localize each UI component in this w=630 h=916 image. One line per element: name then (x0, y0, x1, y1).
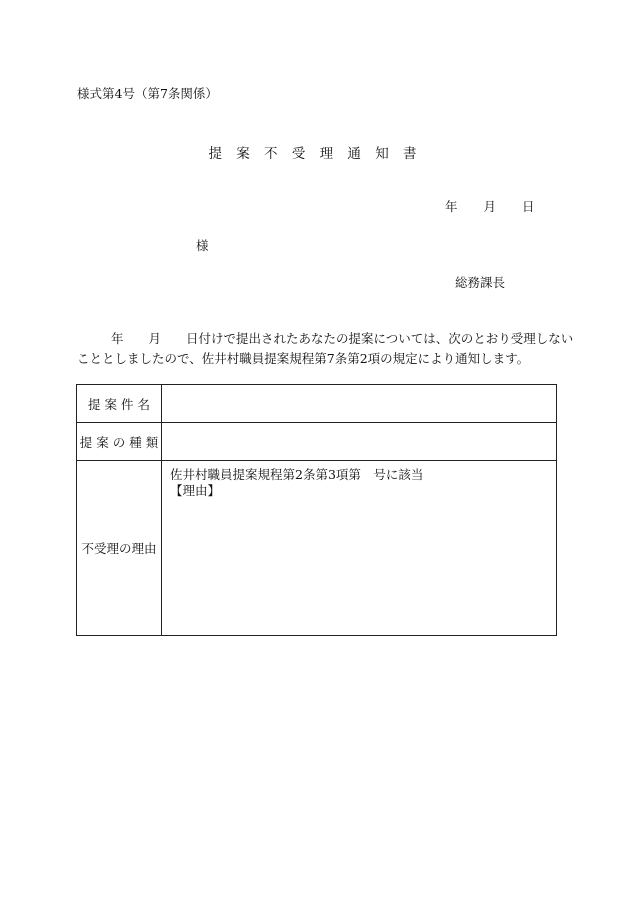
date-day-label: 日 (522, 199, 535, 214)
proposal-name-value (162, 385, 557, 423)
body-text (77, 329, 574, 369)
date-year-label: 年 (445, 199, 458, 214)
proposal-table (76, 384, 557, 636)
rejection-reason-heading: 【理由】 (170, 483, 221, 498)
proposal-name-label: 提 案 件 名 (77, 385, 162, 423)
proposal-type-label: 提 案 の 種 類 (77, 423, 162, 461)
body-line-1: 年 月 日付けで提出されたあなたの提案については、次のとおり受理しない (111, 331, 574, 346)
rejection-rule-text: 佐井村職員提案規程第2条第3項第 号に該当 (170, 467, 424, 482)
body-line-2: こととしましたので、佐井村職員提案規程第7条第2項の規定により通知します。 (77, 351, 530, 366)
rejection-reason-label: 不受理の理由 (77, 461, 162, 636)
table-row (77, 461, 557, 636)
addressee-suffix: 様 (196, 238, 209, 253)
rejection-reason-cell (162, 461, 557, 636)
sender-title: 総務課長 (455, 275, 506, 290)
table-row (77, 423, 557, 461)
date-month-label: 月 (483, 199, 497, 214)
form-number: 様式第4号（第7条関係） (77, 86, 218, 101)
document-title: 提 案 不 受 理 通 知 書 (208, 146, 422, 162)
table-row (77, 385, 557, 423)
date-line (445, 197, 535, 215)
proposal-type-value (162, 423, 557, 461)
